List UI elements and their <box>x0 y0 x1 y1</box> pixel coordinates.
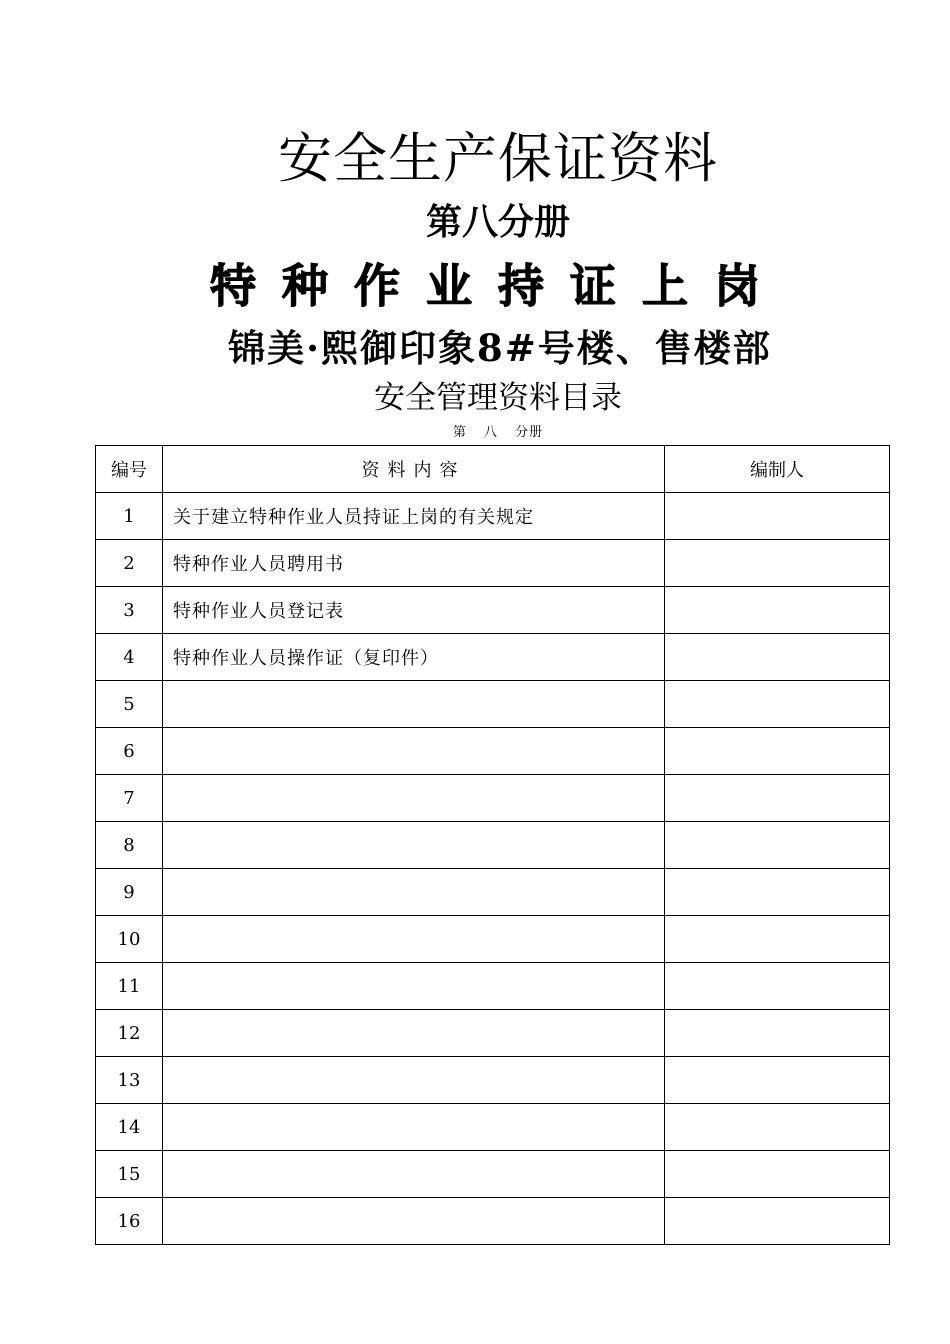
row-content: 关于建立特种作业人员持证上岗的有关规定 <box>163 493 665 540</box>
row-number: 12 <box>96 1010 163 1057</box>
row-author <box>665 728 890 775</box>
row-content <box>163 822 665 869</box>
row-number: 2 <box>96 540 163 587</box>
row-number: 16 <box>96 1198 163 1245</box>
row-content: 特种作业人员聘用书 <box>163 540 665 587</box>
row-number: 1 <box>96 493 163 540</box>
row-content <box>163 681 665 728</box>
catalog-title: 安全管理资料目录 <box>374 380 622 416</box>
row-number: 8 <box>96 822 163 869</box>
table-row <box>96 1104 890 1151</box>
header-author: 编制人 <box>665 446 890 493</box>
row-content <box>163 963 665 1010</box>
table-row <box>96 1010 890 1057</box>
row-number: 3 <box>96 587 163 634</box>
row-number: 6 <box>96 728 163 775</box>
row-content <box>163 775 665 822</box>
table-row <box>96 822 890 869</box>
row-number: 11 <box>96 963 163 1010</box>
topic-title: 特种作业持证上岗 <box>210 259 786 313</box>
volume-subtitle: 第 八 分册 <box>452 425 544 440</box>
volume-title: 第八分册 <box>425 201 570 243</box>
row-content <box>163 869 665 916</box>
row-author <box>665 869 890 916</box>
row-number: 5 <box>96 681 163 728</box>
table-body <box>96 493 890 1245</box>
table-row <box>96 1057 890 1104</box>
row-author <box>665 587 890 634</box>
row-number: 4 <box>96 634 163 681</box>
row-number: 14 <box>96 1104 163 1151</box>
row-number: 13 <box>96 1057 163 1104</box>
row-author <box>665 775 890 822</box>
row-author <box>665 1198 890 1245</box>
row-author <box>665 963 890 1010</box>
row-content <box>163 916 665 963</box>
row-author <box>665 822 890 869</box>
row-content <box>163 728 665 775</box>
table-header-row <box>96 446 890 493</box>
row-number: 10 <box>96 916 163 963</box>
row-content <box>163 1198 665 1245</box>
row-number: 7 <box>96 775 163 822</box>
table-row <box>96 540 890 587</box>
document-title: 安全生产保证资料 <box>278 127 718 190</box>
row-content <box>163 1151 665 1198</box>
table-row <box>96 587 890 634</box>
table-row <box>96 493 890 540</box>
table-row <box>96 869 890 916</box>
table-row <box>96 681 890 728</box>
row-author <box>665 1151 890 1198</box>
row-author <box>665 634 890 681</box>
table-row <box>96 1198 890 1245</box>
table-row <box>96 775 890 822</box>
table-row <box>96 963 890 1010</box>
header-number: 编号 <box>96 446 163 493</box>
row-content: 特种作业人员登记表 <box>163 587 665 634</box>
row-number: 9 <box>96 869 163 916</box>
catalog-table <box>95 445 890 1245</box>
row-author <box>665 681 890 728</box>
row-content <box>163 1104 665 1151</box>
table-row <box>96 916 890 963</box>
row-author <box>665 540 890 587</box>
row-content <box>163 1010 665 1057</box>
table-row <box>96 634 890 681</box>
row-author <box>665 1057 890 1104</box>
row-number: 15 <box>96 1151 163 1198</box>
project-title: 锦美·熙御印象8#号楼、售楼部 <box>228 326 772 370</box>
row-author <box>665 1010 890 1057</box>
row-content: 特种作业人员操作证（复印件） <box>163 634 665 681</box>
row-author <box>665 916 890 963</box>
header-content: 资料内容 <box>163 446 665 493</box>
table-row <box>96 1151 890 1198</box>
row-content <box>163 1057 665 1104</box>
table-row <box>96 728 890 775</box>
row-author <box>665 1104 890 1151</box>
row-author <box>665 493 890 540</box>
